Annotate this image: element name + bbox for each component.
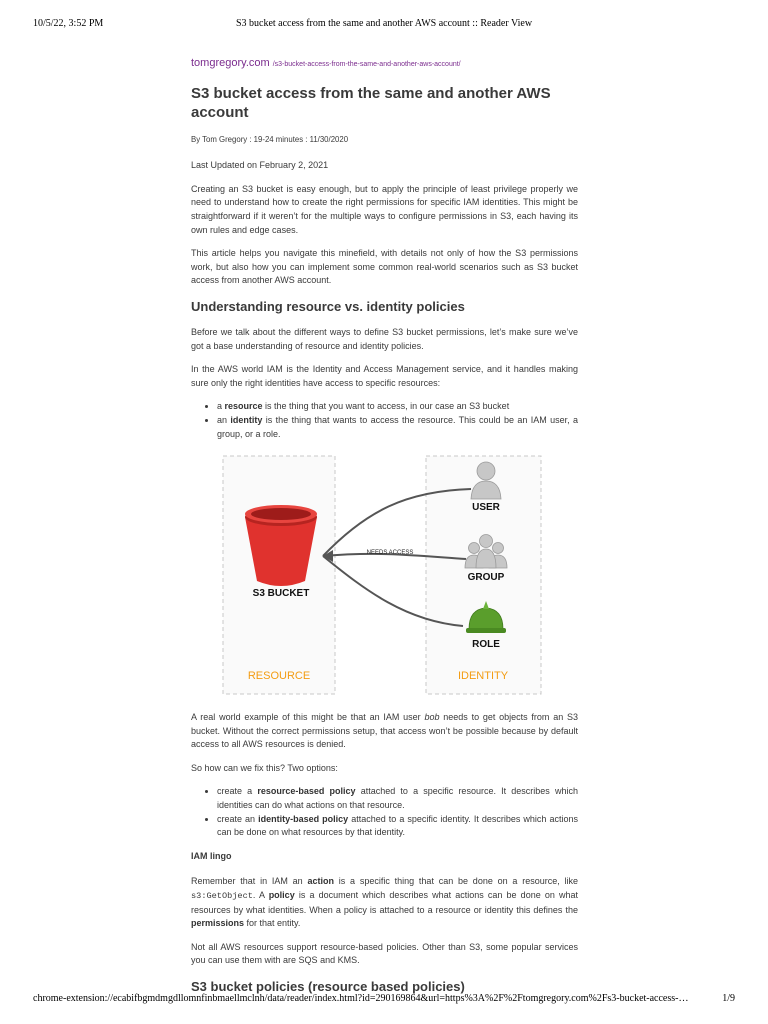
section1-paragraph-5: Not all AWS resources support resource-based policies. Other than S3, some popular services you can use them with are SQS and KMS. bbox=[191, 941, 578, 966]
source-link[interactable] bbox=[191, 57, 578, 72]
list-item: • create a resource-based policy attached to a specific resource. It describes which identities can do what actions on that resource. bbox=[217, 785, 578, 812]
article-credits: By Tom Gregory : 19-24 minutes : 11/30/2020 bbox=[191, 134, 349, 144]
intro-paragraph-1: Creating an S3 bucket is easy enough, but to apply the principle of least privilege properly we need to understand how to create the right permissions for specific IAM identities. This might be straightforward if it weren’t for the multiple ways to configure permissions in S3, each having its own rules and edge cases. bbox=[191, 183, 578, 235]
identity-label: IDENTITY bbox=[457, 670, 509, 683]
iam-lingo-paragraph: Remember that in IAM an action is a specific thing that can be done on a resource, like s3:GetObject. A policy is a document which describes what actions can be done on what resources by what identities. When a policy is attached to a resource or identity this defines the permissions for that entity. bbox=[191, 876, 579, 929]
list-item: • create an identity-based policy attached to a specific identity. It describes which actions can be done on what resources by that identity. bbox=[217, 813, 578, 840]
section-heading-identity-policies: Understanding resource vs. identity policies bbox=[191, 298, 465, 314]
role-label: ROLE bbox=[472, 639, 500, 651]
section1-paragraph-3: A real world example of this might be that an IAM user bob needs to get objects from an S3 bucket. Without the correct permissions setup, that access won’t be possible because by default access to all AWS resources is denied. bbox=[191, 712, 579, 750]
reader-article bbox=[191, 57, 578, 1006]
article-title: S3 bucket access from the same and another AWS account bbox=[191, 84, 551, 121]
section1-paragraph-2: In the AWS world IAM is the Identity and Access Management service, and it handles making sure only the right identities have access to specific resources: bbox=[191, 364, 578, 388]
page-number: 1/9 bbox=[722, 993, 735, 1004]
resource-identity-diagram bbox=[191, 451, 578, 701]
source-path[interactable]: /s3-bucket-access-from-the-same-and-another-aws-account/ bbox=[272, 61, 461, 68]
group-label: GROUP bbox=[467, 572, 505, 584]
intro-paragraph-2: This article helps you navigate this minefield, with details not only of how the S3 permissions work, but also how you can implement some common real-world scenarios such as S3 bucket access from another AWS account. bbox=[191, 248, 578, 286]
section1-paragraph-4: So how can we fix this? Two options: bbox=[191, 762, 338, 773]
section-heading-bucket-policies: S3 bucket policies (resource based policies) bbox=[191, 979, 465, 994]
user-label: USER bbox=[472, 502, 500, 514]
print-title: S3 bucket access from the same and another AWS account :: Reader View bbox=[235, 18, 533, 29]
s3-bucket-icon bbox=[245, 505, 317, 586]
bucket-label: S3 BUCKET bbox=[252, 588, 310, 600]
resource-identity-list bbox=[217, 400, 578, 441]
policy-options-list bbox=[217, 785, 578, 839]
needs-access-label: NEEDS ACCESS bbox=[366, 550, 414, 557]
section1-paragraph-1: Before we talk about the different ways to define S3 bucket permissions, let’s make sure we’ve got a base understanding of resource and identity policies. bbox=[191, 326, 578, 351]
list-item: • an identity is the thing that wants to access the resource. This could be an IAM user, a group, or a role. bbox=[217, 414, 578, 441]
print-date: 10/5/22, 3:52 PM bbox=[33, 18, 104, 29]
resource-label: RESOURCE bbox=[247, 670, 311, 683]
iam-lingo-heading: IAM lingo bbox=[191, 850, 232, 861]
print-url: chrome-extension://ecabifbgmdmgdllomnfinbmaellmclnh/data/reader/index.html?id=290169864&url=https%3A%2F%2Ftomgregory.com%2Fs3-bucket-access-… bbox=[33, 993, 689, 1004]
last-updated: Last Updated on February 2, 2021 bbox=[191, 160, 329, 171]
source-domain-link[interactable]: tomgregory.com bbox=[191, 57, 270, 69]
list-item: • a resource is the thing that you want to access, in our case an S3 bucket bbox=[217, 400, 578, 414]
